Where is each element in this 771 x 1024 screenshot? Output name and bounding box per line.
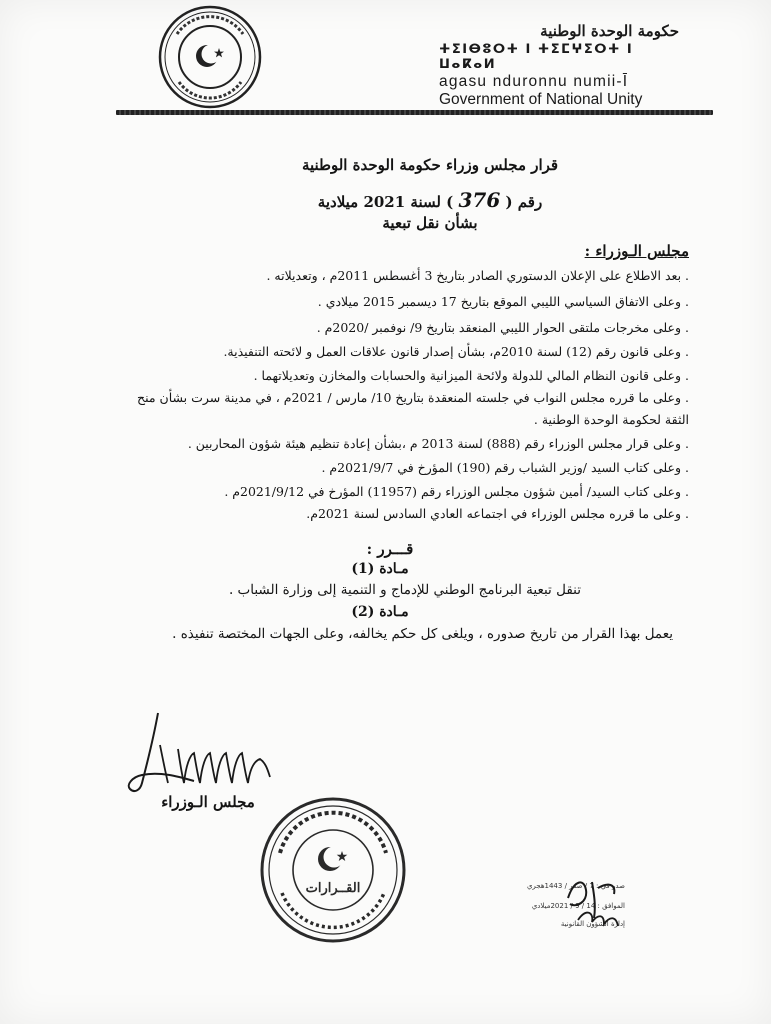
clause-item: . وعلى قانون النظام المالي للدولة ولائحة الميزانية والحسابات والمخازن وتعديلاتهما .	[253, 368, 689, 383]
clause-item: . وعلى الاتفاق السياسي الليبي الموقع بتاريخ 17 ديسمبر 2015 ميلادي .	[317, 294, 689, 309]
crescent-star-icon	[318, 847, 347, 872]
header-english-name: Government of National Unity	[439, 91, 643, 108]
decision-number-line	[200, 188, 660, 212]
seal-bottom-inner-text: القــرارات	[305, 881, 361, 896]
article-1-title: مـادة (1)	[351, 561, 409, 577]
decision-title: قرار مجلس وزراء حكومة الوحدة الوطنية	[301, 156, 559, 174]
clause-item: . وعلى ما قرره مجلس النواب في جلسته المنعقدة بتاريخ 10/ مارس / 2021م ، في مدينة سرت بشأن منح	[137, 390, 689, 405]
header-divider	[116, 110, 713, 115]
decision-number-prefix: رقم (	[505, 193, 543, 211]
header-tifinagh-name: ⵜⵉⵏⴱⵓⵔⵜ ⵏ ⵜⵉⵎⵖⵉⵔⵜ ⵏ ⵡⴰⴽⴰⵍ	[439, 42, 634, 72]
seal-bottom-graphic	[258, 795, 408, 945]
decision-number: 376	[458, 188, 501, 212]
article-2-text: يعمل بهذا القرار من تاريخ صدوره ، ويلغى كل حكم يخالفه، وعلى الجهات المختصة تنفيذه .	[172, 626, 673, 642]
decision-subject: بشأن نقل تبعية	[382, 214, 478, 232]
clause-item: . وعلى قرار مجلس الوزراء رقم (888) لسنة 2013 م ،بشأن إعادة تنظيم هيئة شؤون المحاربين .	[187, 436, 689, 451]
handwritten-initials	[548, 868, 648, 938]
clause-item: . بعد الاطلاع على الإعلان الدستوري الصادر بتاريخ 3 أغسطس 2011م ، وتعديلاته .	[266, 268, 689, 283]
signatory-title: مجلس الـوزراء	[161, 793, 255, 811]
clause-item: . وعلى كتاب السيد/ أمين شؤون مجلس الوزراء رقم (11957) المؤرخ في 2021/9/12م .	[224, 484, 689, 499]
header-arabic-name: حكومة الوحدة الوطنية	[540, 22, 679, 40]
crescent-star-icon	[196, 45, 224, 68]
clause-item: . وعلى كتاب السيد /وزير الشباب رقم (190) المؤرخ في 2021/9/7م .	[321, 460, 689, 475]
clause-item: . وعلى قانون رقم (12) لسنة 2010م، بشأن إصدار قانون علاقات العمل و لائحته التنفيذية.	[223, 344, 689, 359]
registry-stamp-line: إدارة الشؤون القانونية	[560, 920, 625, 928]
header-amazigh-latin-name: agasu nduronnu numii-Ī	[439, 73, 629, 90]
article-2-title: مـادة (2)	[351, 604, 409, 620]
handwritten-signature	[120, 705, 290, 805]
decided-heading: قـــرر :	[366, 540, 414, 558]
government-seal-bottom	[258, 795, 408, 945]
header-block	[439, 22, 679, 109]
article-1-text: تنقل تبعية البرنامج الوطني للإدماج و التنمية إلى وزارة الشباب .	[228, 582, 581, 598]
initials-graphic	[548, 868, 648, 938]
registry-stamp-line: الموافق : 14 / 9 / 2021ميلادي	[531, 902, 625, 910]
registry-stamp-line: صدر في : 7 / صفر / 1443هجري	[526, 882, 625, 890]
decision-number-suffix: ) لسنة 2021 ميلادية	[317, 193, 454, 211]
clause-item: . وعلى ما قرره مجلس الوزراء في اجتماعه العادي السادس لسنة 2021م.	[306, 506, 689, 521]
council-heading: مجلس الـوزراء :	[584, 242, 689, 260]
seal-top-graphic	[157, 4, 263, 110]
signature-graphic	[120, 705, 290, 805]
clause-item-continuation: الثقة لحكومة الوحدة الوطنية .	[533, 412, 689, 427]
government-seal-top	[157, 4, 263, 110]
clause-item: . وعلى مخرجات ملتقى الحوار الليبي المنعقد بتاريخ 9/ نوفمبر /2020م .	[316, 320, 689, 335]
